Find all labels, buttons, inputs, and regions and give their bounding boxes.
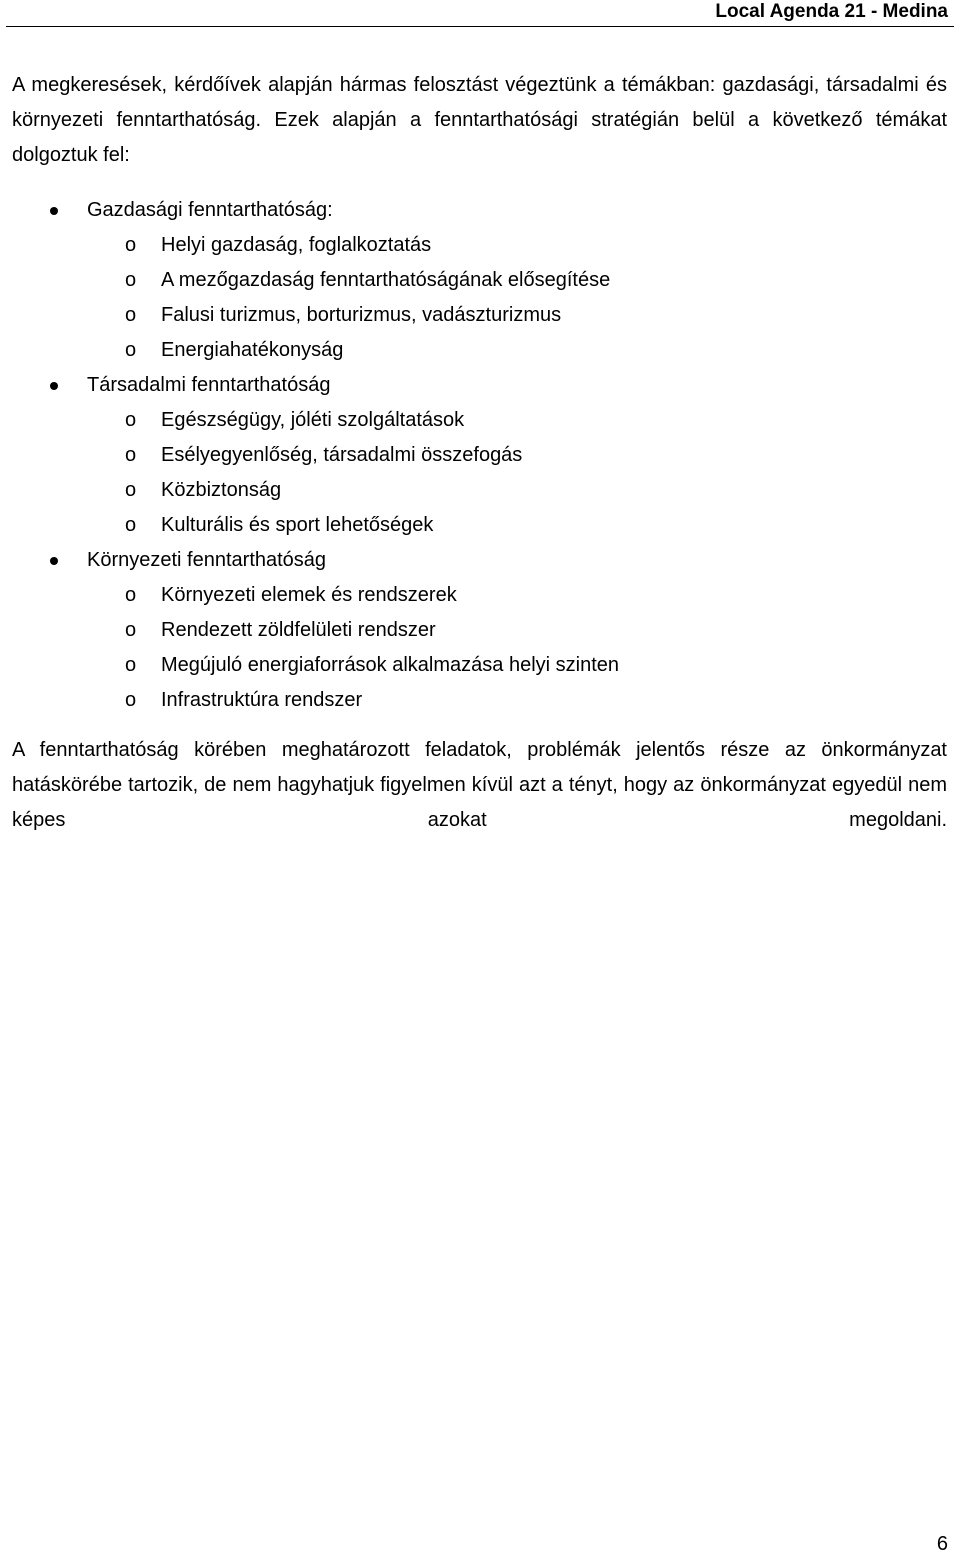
list-item-label: Falusi turizmus, borturizmus, vadászturizmus xyxy=(161,304,562,326)
bullet-circle-icon: o xyxy=(125,514,137,536)
list-item-label: Esélyegyenlőség, társadalmi összefogás xyxy=(161,444,523,466)
section-title: Gazdasági fenntarthatóság: xyxy=(87,199,333,221)
bullet-disc-icon xyxy=(50,207,58,215)
list-item-label: Rendezett zöldfelületi rendszer xyxy=(161,619,436,641)
list-item xyxy=(12,648,947,683)
section-economic xyxy=(12,193,947,228)
list-item-label: Környezeti elemek és rendszerek xyxy=(161,584,457,606)
bullet-circle-icon: o xyxy=(125,234,137,256)
list-item xyxy=(12,228,947,263)
bullet-circle-icon: o xyxy=(125,619,137,641)
bullet-circle-icon: o xyxy=(125,689,137,711)
section-social xyxy=(12,368,947,403)
section-environmental xyxy=(12,543,947,578)
bullet-circle-icon: o xyxy=(125,409,137,431)
bullet-circle-icon: o xyxy=(125,304,137,326)
list-item-label: A mezőgazdaság fenntarthatóságának elősegítése xyxy=(161,269,611,291)
bullet-circle-icon: o xyxy=(125,339,137,361)
list-item-label: Kulturális és sport lehetőségek xyxy=(161,514,434,536)
document-body xyxy=(12,68,947,838)
list-item xyxy=(12,333,947,368)
page-number: 6 xyxy=(936,1533,948,1555)
bullet-circle-icon: o xyxy=(125,584,137,606)
list-item-label: Helyi gazdaság, foglalkoztatás xyxy=(161,234,432,256)
list-item xyxy=(12,578,947,613)
list-item-label: Infrastruktúra rendszer xyxy=(161,689,363,711)
closing-paragraph: A fenntarthatóság körében meghatározott feladatok, problémák jelentős része az önkormányzat hatáskörébe tartozik, de nem hagyhatjuk figyelmen kívül azt a tényt, hogy az önkormányzat egyedül nem képes azokat megoldani. xyxy=(12,739,947,831)
list-item-label: Energiahatékonyság xyxy=(161,339,344,361)
list-item xyxy=(12,438,947,473)
list-item xyxy=(12,263,947,298)
bullet-circle-icon: o xyxy=(125,269,137,291)
bullet-disc-icon xyxy=(50,382,58,390)
list-item xyxy=(12,473,947,508)
section-title: Környezeti fenntarthatóság xyxy=(87,549,327,571)
list-item xyxy=(12,683,947,718)
page-header xyxy=(6,0,954,27)
list-item xyxy=(12,613,947,648)
list-item xyxy=(12,298,947,333)
bullet-circle-icon: o xyxy=(125,479,137,501)
section-title: Társadalmi fenntarthatóság xyxy=(87,374,331,396)
intro-paragraph: A megkeresések, kérdőívek alapján hármas felosztást végeztünk a témákban: gazdasági, társadalmi és környezeti fenntarthatóság. Ezek alapján a fenntarthatósági stratégián belül a következő témákat dolgoztuk fel: xyxy=(12,74,947,166)
header-title: Local Agenda 21 - Medina xyxy=(715,1,948,22)
list-item-label: Közbiztonság xyxy=(161,479,282,501)
bullet-circle-icon: o xyxy=(125,654,137,676)
list-item-label: Egészségügy, jóléti szolgáltatások xyxy=(161,409,465,431)
list-item xyxy=(12,403,947,438)
bullet-disc-icon xyxy=(50,557,58,565)
topic-list xyxy=(12,193,947,718)
bullet-circle-icon: o xyxy=(125,444,137,466)
list-item xyxy=(12,508,947,543)
list-item-label: Megújuló energiaforrások alkalmazása helyi szinten xyxy=(161,654,620,676)
